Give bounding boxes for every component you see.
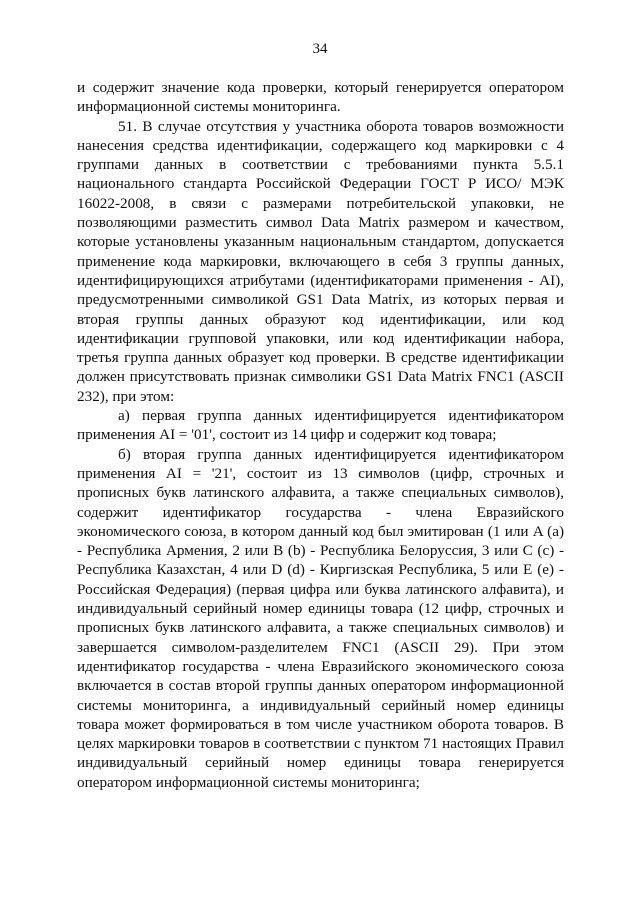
document-body xyxy=(77,78,564,792)
paragraph-continuation: и содержит значение кода проверки, который генерируется оператором информационной системы мониторинга. xyxy=(77,79,564,116)
paragraph-subitem-b: б) вторая группа данных идентифицируется идентификатором применения AI = '21', состоит из 13 символов (цифр, строчных и прописных букв латинского алфавита, а также специальных символов), содержит идентификатор государства - члена Евразийского экономического союза, в котором данный код был эмитирован (1 или A (a) - Республика Армения, 2 или B (b) - Республика Белоруссия, 3 или C (c) - Республика Казахстан, 4 или D (d) - Киргизская Республика, 5 или E (e) - Российская Федерация) (первая цифра или буква латинского алфавита), и индивидуальный серийный номер единицы товара (12 цифр, строчных и прописных букв латинского алфавита, а также специальных символов) и завершается символом-разделителем FNC1 (ASCII 29). При этом идентификатор государства - члена Евразийского экономического союза включается в состав второй группы данных оператором информационной системы мониторинга, а индивидуальный серийный номер единицы товара может формироваться в том числе участником оборота товаров. В целях маркировки товаров в соответствии с пунктом 71 настоящих Правил индивидуальный серийный номер единицы товара генерируется оператором информационной системы мониторинга; xyxy=(77,445,564,791)
paragraph-item-51: 51. В случае отсутствия у участника оборота товаров возможности нанесения средства идентификации, содержащего код маркировки с 4 группами данных в соответствии с требованиями пункта 5.5.1 национального стандарта Российской Федерации ГОСТ Р ИСО/ МЭК 16022-2008, в связи с размерами потребительской упаковки, не позволяющими разместить символ Data Matrix размером и качеством, которые установлены указанным национальным стандартом, допускается применение кода маркировки, включающего в себя 3 группы данных, идентифицирующихся атрибутами (идентификаторами применения - AI), предусмотренными символикой GS1 Data Matrix, из которых первая и вторая группы данных образуют код идентификации, или код идентификации групповой упаковки, или код идентификации набора, третья группа данных образует код проверки. В средстве идентификации должен присутствовать признак символики GS1 Data Matrix FNC1 (ASCII 232), при этом: xyxy=(77,117,564,405)
page-number: 34 xyxy=(312,41,328,57)
paragraph-subitem-a: а) первая группа данных идентифицируется идентификатором применения AI = '01', состоит из 14 цифр и содержит код товара; xyxy=(77,407,564,444)
